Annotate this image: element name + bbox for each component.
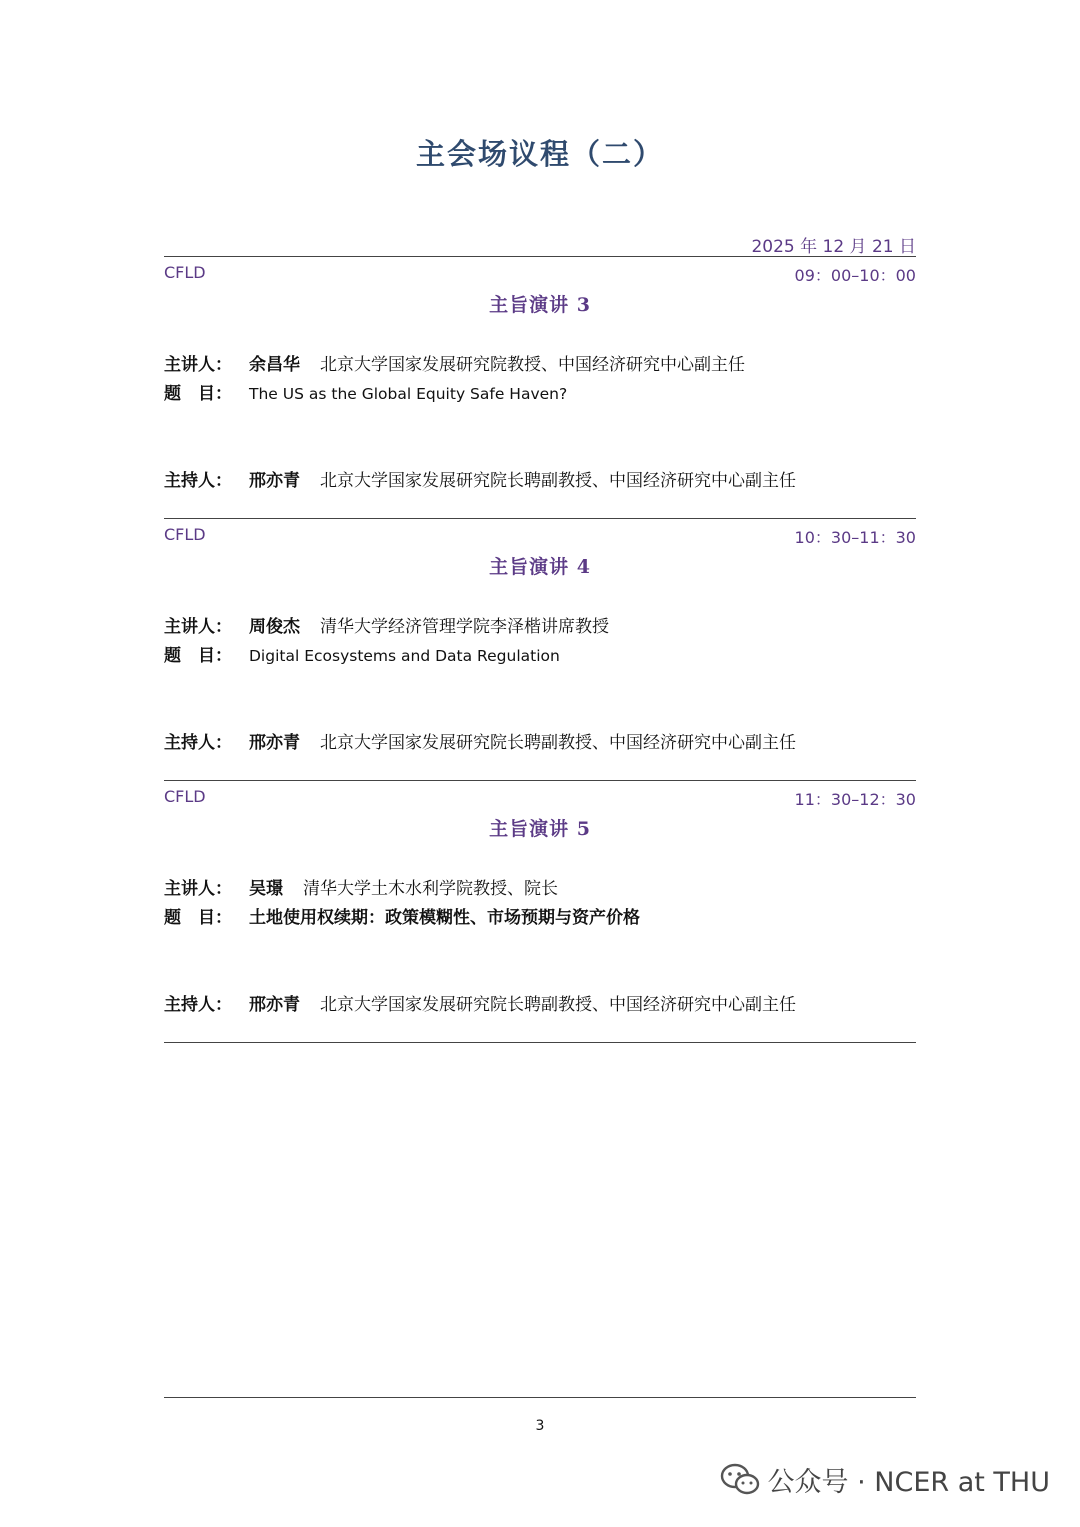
session-keynote-4 [164,520,916,782]
topic-text: The US as the Global Equity Safe Haven? [249,385,568,403]
footer-divider [164,1397,916,1398]
speaker-row [164,350,745,375]
session-time: 10：30–11：30 [794,528,916,547]
session-time: 11：30–12：30 [794,790,916,809]
divider [164,518,916,519]
speaker-affiliation: 清华大学土木水利学院教授、院长 [303,879,558,899]
session-org: CFLD [164,525,206,544]
host-row [164,728,796,753]
topic-text: Digital Ecosystems and Data Regulation [249,647,560,665]
host-row [164,990,796,1015]
host-label: 主持人： [164,471,232,491]
event-date: 2025 年 12 月 21 日 [751,237,916,257]
session-title: 主旨演讲 5 [489,818,591,840]
speaker-label: 主讲人： [164,617,232,637]
divider [164,1042,916,1043]
speaker-name: 吴璟 [249,879,283,899]
host-row [164,466,796,491]
session-time: 09：00–10：00 [794,266,916,285]
page-number: 3 [535,1418,545,1434]
topic-row [164,641,560,666]
speaker-row [164,612,609,637]
session-org: CFLD [164,263,206,282]
topic-text: 土地使用权续期：政策模糊性、市场预期与资产价格 [249,908,640,928]
host-affiliation: 北京大学国家发展研究院长聘副教授、中国经济研究中心副主任 [320,471,796,491]
topic-label: 题 目： [164,384,232,404]
divider [164,256,916,257]
wechat-icon [720,1463,760,1497]
watermark [720,1460,1050,1499]
host-affiliation: 北京大学国家发展研究院长聘副教授、中国经济研究中心副主任 [320,733,796,753]
speaker-label: 主讲人： [164,355,232,375]
speaker-name: 余昌华 [249,355,300,375]
topic-row [164,903,640,928]
speaker-row [164,874,558,899]
page-title: 主会场议程（二） [415,137,664,171]
speaker-affiliation: 北京大学国家发展研究院教授、中国经济研究中心副主任 [320,355,745,375]
topic-row [164,379,567,404]
host-label: 主持人： [164,995,232,1015]
host-name: 邢亦青 [249,733,300,753]
session-title: 主旨演讲 3 [489,294,591,316]
topic-label: 题 目： [164,908,232,928]
host-affiliation: 北京大学国家发展研究院长聘副教授、中国经济研究中心副主任 [320,995,796,1015]
host-label: 主持人： [164,733,232,753]
topic-label: 题 目： [164,646,232,666]
speaker-affiliation: 清华大学经济管理学院李泽楷讲席教授 [320,617,609,637]
host-name: 邢亦青 [249,471,300,491]
session-org: CFLD [164,787,206,806]
session-keynote-3 [164,258,916,520]
session-title: 主旨演讲 4 [489,556,591,578]
session-keynote-5 [164,782,916,1044]
watermark-text: 公众号 · NCER at THU [767,1467,1050,1498]
host-name: 邢亦青 [249,995,300,1015]
divider [164,780,916,781]
speaker-name: 周俊杰 [249,617,300,637]
speaker-label: 主讲人： [164,879,232,899]
